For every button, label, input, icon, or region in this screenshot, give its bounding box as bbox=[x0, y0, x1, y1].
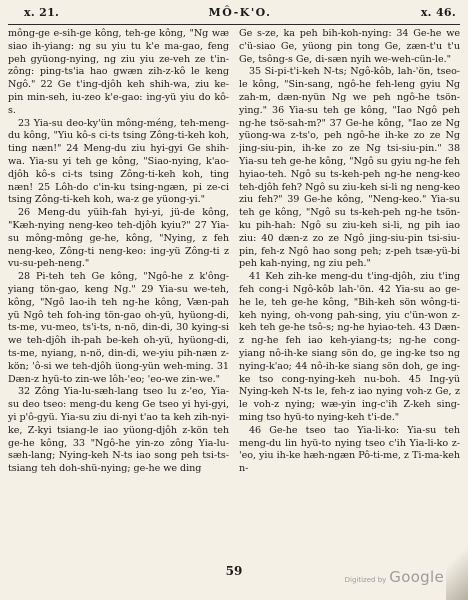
digitized-by-label: Digitized by bbox=[344, 576, 387, 584]
left-column bbox=[8, 28, 229, 556]
paragraph: 23 Yia-su deo-ky'ün mông-méng, teh-meng-du kông, "Yiu kô-s ci-ts tsing Zông-ti-keh koh, ting næn!" 24 Meng-du ziu hyi-gyi Ge shih-wa. Yia-su yi teh ge kông, "Siao-nying, k'ao-djôh kô-s ci-ts tsing Zông-ti-keh koh, ting næn! 25 Lôh-do c'in-ku tsing-ngæn, pi ze-ci tsing Zông-ti-keh koh, wa-z ge yüong-yi." bbox=[8, 117, 229, 206]
page-number: 59 bbox=[225, 564, 243, 578]
chapter-verse-right: x. 46. bbox=[420, 6, 456, 19]
paragraph: 35 Si-pi-t'i-keh N-ts; Ngô-kôb, lah-'ön, tseo-le kông, "Sin-sang, ngô-he feh-leng gyiu Ng zah-m, dæn-nyün Ng we peh ngô-he tsön-ying." 36 Yia-su teh ge kông, "Iao Ngô peh ng-he tsö-sah-m?" 37 Ge-he kông, "Iao ze Ng yüong-wa z-ts'o, peh ngô-he ih-ke zo ze Ng jing-siu-pin, ih-ke zo ze Ng tsi-siu-pin." 38 Yia-su teh ge-he kông, "Ngô su gyiu ng-he feh hyiao-teh. Ngô su ts-keh-peh ng-he neng-keo teh-djôh feh? Ngô su ziu-keh si-li ng neng-keo ziu feh?" 39 Ge-he kông, "Neng-keo." Yia-su teh ge kông, "Ngô su ts-keh-peh ng-he tsön-ku pih-hah: Ngô su ziu-keh si-li, ng pih iao ziu: 40 dæn-z zo ze Ngô jing-siu-pin tsi-siu-pin, feh-z Ngô hao song peh; z-peh tsæ-yü-bi peh kah-nying, ng ziu peh." bbox=[239, 66, 460, 270]
page-corner-shadow bbox=[446, 530, 468, 600]
page-footer bbox=[0, 560, 468, 600]
book-title: MÔ-K'O. bbox=[208, 6, 272, 19]
text-columns bbox=[8, 28, 460, 556]
paragraph: Ge s-ze, ka peh bih-koh-nying: 34 Ge-he we c'ü-siao Ge, yüong pin tong Ge, zæn-t'u t'u Ge, tsông-s Ge, di-sæn nyih we-weh-cün-le." bbox=[239, 28, 460, 65]
paragraph: 28 Pi-teh teh Ge kông, "Ngô-he z k'ông-yiang tön-gao, keng Ng." 29 Yia-su we-teh, kông, "Ngô lao-ih teh ng-he kông, Væn-pah yü Ngô teh foh-ing tön-gao oh-yü, hyüong-di, ts-me, vu-meo, ts'i-ts, n-nö, din-di, 30 kying-si we teh-djôh ih-pah be-keh oh-yü, hyüong-di, ts-me, nyiang, n-nö, din-di, we-yiu pih-næn z-kön; 'ô-si we teh-djôh üong-yün weh-ming. 31 Dæn-z hyü-to zin-we lôh-'eo; 'eo-we zin-we." bbox=[8, 271, 229, 385]
running-head bbox=[8, 6, 460, 22]
paragraph: 32 Zông Yia-lu-sæh-lang tseo lu z-'eo, Yia-su deo tseo: meng-du keng Ge tseo yi hyi-gyi, yi p'ô-gyü. Yia-su ziu di-nyi t'ao ta keh zih-nyi-ke, Z-kyi tsiang-le iao yüong-djôh z-kön teh ge-he kông, 33 "Ngô-he yin-zo zông Yia-lu-sæh-lang; Nying-keh N-ts iao song peh tsi-ts-tsiang teh doh-shü-nying; ge-he we ding bbox=[8, 386, 229, 475]
header-rule bbox=[8, 24, 460, 25]
paragraph: 41 Keh zih-ke meng-du t'ing-djôh, ziu t'ing feh cong-i Ngô-kôb lah-'ön. 42 Yia-su ao ge-he le, teh ge-he kông, "Bih-keh sön wông-ti-keh nying, oh-vong pah-sing, yiu c'ün-won z-keh teh ge-he tsô-s; ng-he hyiao-teh. 43 Dæn-z ng-he feh iao keh-yiang-ts; ng-he cong-yiang nô-ih-ke siang sön do, ge ing-ke tso ng nying-k'ao; 44 nô-ih-ke siang sön doh, ge ing-ke tso cong-nying-keh nu-boh. 45 Ing-yü Nying-keh N-ts le, feh-z iao nying voh-z Ge, z le voh-z nying; wæ-yin ing-c'ih Z-keh sing-ming tso hyü-to nying-keh t'i-de." bbox=[239, 271, 460, 423]
right-column bbox=[239, 28, 460, 556]
digitization-watermark bbox=[345, 568, 444, 586]
paragraph: mông-ge e-sih-ge kông, teh-ge kông, "Ng wæ siao ih-yiang: ng su yiu tu k'e ma-gao, feng peh gyüong-nying, ng ziu yiu ze-veh ze t'in-zông: ping-ts'ia hao gwæn zih-z-kô le keng Ngô." 22 Ge t'ing-djôh keh shih-wa, ziu ke-pin min-seh, iu-zeo k'e-gao: ing-yü yiu do kô-s. bbox=[8, 28, 229, 116]
chapter-verse-left: x. 21. bbox=[24, 6, 60, 19]
paragraph: 46 Ge-he tseo tao Yia-li-ko: Yia-su teh meng-du lin hyü-to nying tseo c'ih Yia-li-ko z-'eo, yiu ih-ke hæh-ngæn Pô-ti-me, z Ti-ma-keh n- bbox=[239, 424, 460, 475]
paragraph: 26 Meng-du yüih-fah hyi-yi, jü-de kông, "Kæh-nying neng-keo teh-djôh kyiu?" 27 Yia-su mông-mông ge-he, kông, "Nying, z feh neng-keo, Zông-ti neng-keo: ing-yü Zông-ti z vu-su-peh-neng." bbox=[8, 207, 229, 270]
google-logo: Google bbox=[389, 568, 444, 586]
